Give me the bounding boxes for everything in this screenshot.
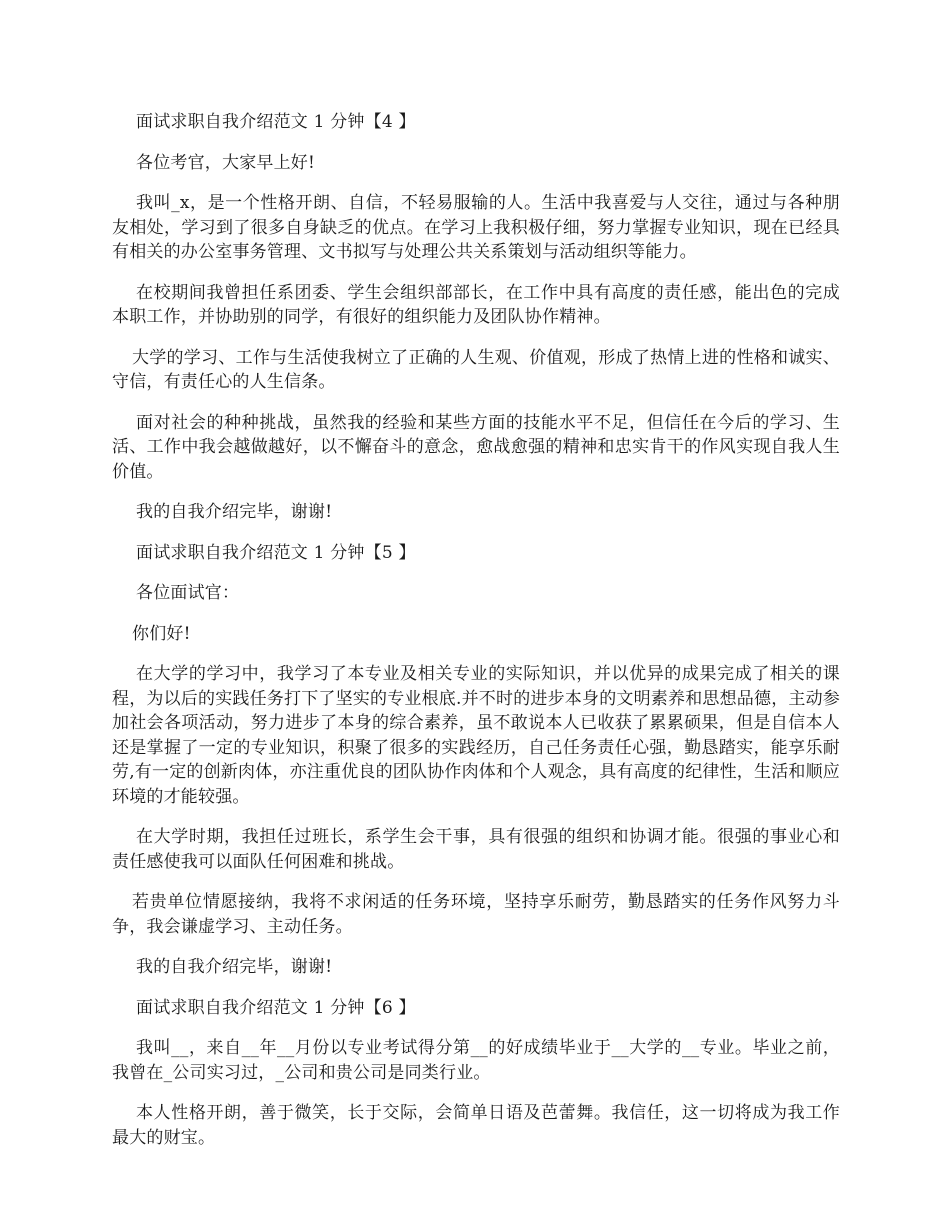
- greeting-hello: 你们好!: [132, 623, 191, 644]
- paragraph-name-graduation: 我叫__，来自__年__月份以专业考试得分第__的好成绩毕业于__大学的__专业。毕业之前，我曾在_公司实习过，_公司和贵公司是同类行业。: [112, 1038, 840, 1083]
- paragraph-challenge: 面对社会的种种挑战，虽然我的经验和某些方面的技能水平不足，但信任在今后的学习、生活、工作中我会越做越好，以不懈奋斗的意念，愈战愈强的精神和忠实肯干的作风实现自我人生价值。: [112, 412, 840, 482]
- greeting-interviewers: 各位面试官：: [136, 583, 240, 603]
- section-heading-4: 面试求职自我介绍范文 1 分钟【4 】: [136, 112, 416, 132]
- paragraph-class-leader: 在大学时期，我担任过班长，系学生会干事，具有很强的组织和协调才能。很强的事业心和责任感使我可以面队任何困难和挑战。: [112, 827, 840, 872]
- paragraph-school: 在校期间我曾担任系团委、学生会组织部部长，在工作中具有高度的责任感，能出色的完成本职工作，并协助别的同学，有很好的组织能力及团队协作精神。: [112, 282, 840, 327]
- section-heading-6: 面试求职自我介绍范文 1 分钟【6 】: [136, 997, 416, 1018]
- paragraph-university-study: 在大学的学习中，我学习了本专业及相关专业的实际知识，并以优异的成果完成了相关的课程，为以后的实践任务打下了坚实的专业根底.并不时的进步本身的文明素养和思想品德，主动参加社会各项活动，努力进步了本身的综合素养，虽不敢说本人已收获了累累硕果，但是自信本人还是掌握了一定的专业知识，积聚了很多的实践经历，自己任务责任心强，勤恳踏实，能享乐耐劳,有一定的创新肉体，亦注重优良的团队协作肉体和个人观念，具有高度的纪律性，生活和顺应环境的才能较强。: [112, 664, 841, 807]
- greeting: 各位考官，大家早上好!: [136, 152, 316, 173]
- section-heading-5: 面试求职自我介绍范文 1 分钟【5 】: [136, 542, 416, 563]
- paragraph-intro: 我叫_x，是一个性格开朗、自信，不轻易服输的人。生活中我喜爱与人交往，通过与各种朋友相处，学习到了很多自身缺乏的优点。在学习上我积极仔细，努力掌握专业知识，现在已经具有相关的办公室事务管理、文书拟写与处理公共关系策划与活动组织等能力。: [112, 193, 840, 262]
- closing-line: 我的自我介绍完毕，谢谢!: [136, 502, 333, 522]
- paragraph-personality: 本人性格开朗，善于微笑，长于交际，会简单日语及芭蕾舞。我信任，这一切将成为我工作最大的财宝。: [112, 1103, 840, 1148]
- closing-line-2: 我的自我介绍完毕，谢谢!: [136, 957, 333, 977]
- paragraph-values: 大学的学习、工作与生活使我树立了正确的人生观、价值观，形成了热情上进的性格和诚实、守信，有责任心的人生信条。: [112, 347, 840, 392]
- paragraph-accept: 若贵单位情愿接纳，我将不求闲适的任务环境，坚持享乐耐劳，勤恳踏实的任务作风努力斗争，我会谦虚学习、主动任务。: [112, 892, 840, 937]
- document-body: [112, 110, 840, 1166]
